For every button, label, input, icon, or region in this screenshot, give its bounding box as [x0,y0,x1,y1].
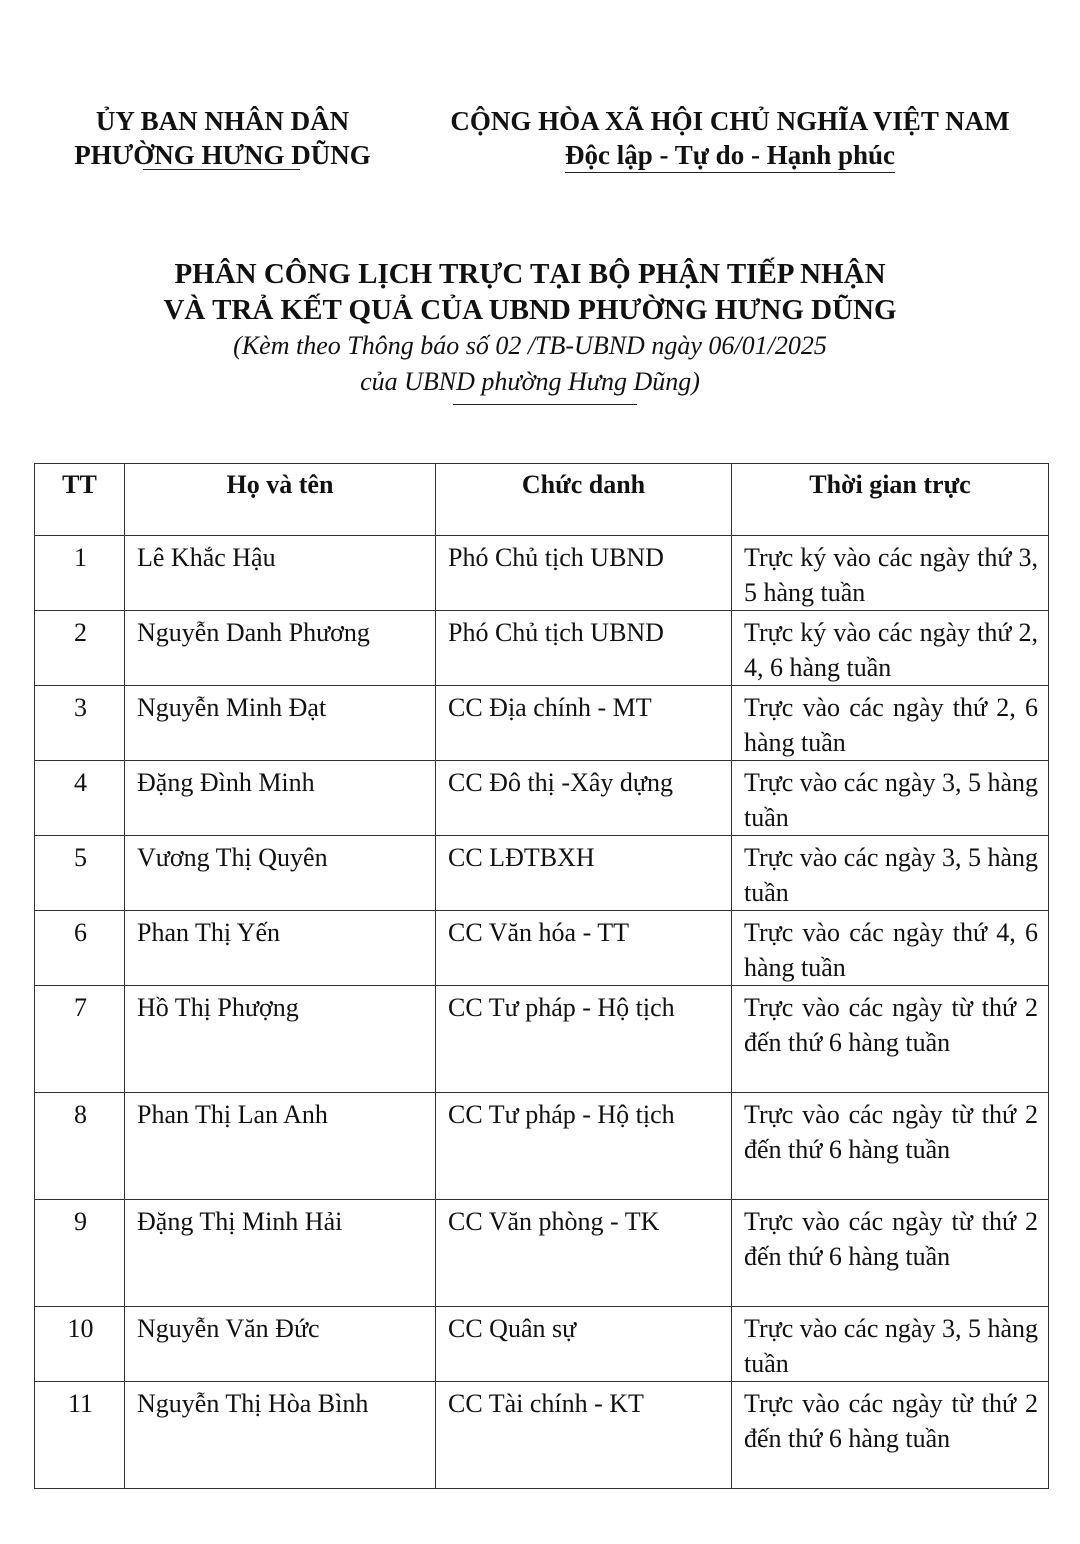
table-row [35,536,1049,611]
row-number-cell: 3 [35,686,125,761]
person-name-cell: Đặng Đình Minh [125,761,436,836]
table-row [35,986,1049,1093]
position-title-cell: CC Tài chính - KT [436,1382,732,1489]
position-title-cell: CC Văn hóa - TT [436,911,732,986]
position-title-cell: Phó Chủ tịch UBND [436,536,732,611]
position-title-cell: CC Tư pháp - Hộ tịch [436,986,732,1093]
duty-time-cell: Trực vào các ngày thứ 4, 6 hàng tuần [732,911,1049,986]
position-title-cell: CC Văn phòng - TK [436,1200,732,1307]
person-name-cell: Vương Thị Quyên [125,836,436,911]
duty-time-cell: Trực ký vào các ngày thứ 3, 5 hàng tuần [732,536,1049,611]
table-row [35,761,1049,836]
duty-time-cell: Trực vào các ngày 3, 5 hàng tuần [732,836,1049,911]
person-name-cell: Nguyễn Thị Hòa Bình [125,1382,436,1489]
national-header [410,104,1050,173]
national-motto: Độc lập - Tự do - Hạnh phúc [565,139,895,173]
position-title-cell: CC Tư pháp - Hộ tịch [436,1093,732,1200]
duty-time-cell: Trực ký vào các ngày thứ 2, 4, 6 hàng tuần [732,611,1049,686]
person-name-cell: Phan Thị Yến [125,911,436,986]
document-title-block [80,256,980,400]
position-title-cell: CC Quân sự [436,1307,732,1382]
duty-time-cell: Trực vào các ngày thứ 2, 6 hàng tuần [732,686,1049,761]
row-number-cell: 11 [35,1382,125,1489]
column-header-title: Chức danh [436,464,732,536]
duty-time-cell: Trực vào các ngày 3, 5 hàng tuần [732,1307,1049,1382]
table-row [35,1200,1049,1307]
duty-time-cell: Trực vào các ngày từ thứ 2 đến thứ 6 hàng tuần [732,1093,1049,1200]
document-title-line2: VÀ TRẢ KẾT QUẢ CỦA UBND PHƯỜNG HƯNG DŨNG [163,294,897,326]
duty-time-cell: Trực vào các ngày từ thứ 2 đến thứ 6 hàng tuần [732,986,1049,1093]
column-header-name: Họ và tên [125,464,436,536]
document-title-line1: PHÂN CÔNG LỊCH TRỰC TẠI BỘ PHẬN TIẾP NHẬN [174,258,886,290]
person-name-cell: Hồ Thị Phượng [125,986,436,1093]
duty-schedule-table [34,463,1049,1489]
position-title-cell: CC Đô thị -Xây dựng [436,761,732,836]
duty-time-cell: Trực vào các ngày 3, 5 hàng tuần [732,761,1049,836]
person-name-cell: Nguyễn Văn Đức [125,1307,436,1382]
row-number-cell: 5 [35,836,125,911]
table-row [35,686,1049,761]
position-title-cell: CC Địa chính - MT [436,686,732,761]
person-name-cell: Phan Thị Lan Anh [125,1093,436,1200]
person-name-cell: Đặng Thị Minh Hải [125,1200,436,1307]
column-header-tt: TT [35,464,125,536]
table-row [35,911,1049,986]
country-name: CỘNG HÒA XÃ HỘI CHỦ NGHĨA VIỆT NAM [450,106,1010,136]
person-name-cell: Lê Khắc Hậu [125,536,436,611]
document-subtitle-line2: của UBND phường Hưng Dũng) [360,367,700,396]
row-number-cell: 2 [35,611,125,686]
person-name-cell: Nguyễn Danh Phương [125,611,436,686]
table-row [35,1093,1049,1200]
row-number-cell: 9 [35,1200,125,1307]
agency-header [50,104,395,172]
document-subtitle-line1: (Kèm theo Thông báo số 02 /TB-UBND ngày 06/01/2025 [233,331,827,360]
row-number-cell: 7 [35,986,125,1093]
agency-name-line2: PHƯỜNG HƯNG DŨNG [74,140,371,170]
agency-underline [143,169,300,170]
title-underline [453,404,637,405]
duty-time-cell: Trực vào các ngày từ thứ 2 đến thứ 6 hàng tuần [732,1382,1049,1489]
row-number-cell: 10 [35,1307,125,1382]
person-name-cell: Nguyễn Minh Đạt [125,686,436,761]
row-number-cell: 6 [35,911,125,986]
row-number-cell: 1 [35,536,125,611]
position-title-cell: CC LĐTBXH [436,836,732,911]
column-header-time: Thời gian trực [732,464,1049,536]
table-row [35,836,1049,911]
duty-time-cell: Trực vào các ngày từ thứ 2 đến thứ 6 hàng tuần [732,1200,1049,1307]
agency-name-line1: ỦY BAN NHÂN DÂN [95,106,350,136]
row-number-cell: 8 [35,1093,125,1200]
table-row [35,1382,1049,1489]
position-title-cell: Phó Chủ tịch UBND [436,611,732,686]
table-row [35,611,1049,686]
table-row [35,1307,1049,1382]
row-number-cell: 4 [35,761,125,836]
table-header-row [35,464,1049,536]
